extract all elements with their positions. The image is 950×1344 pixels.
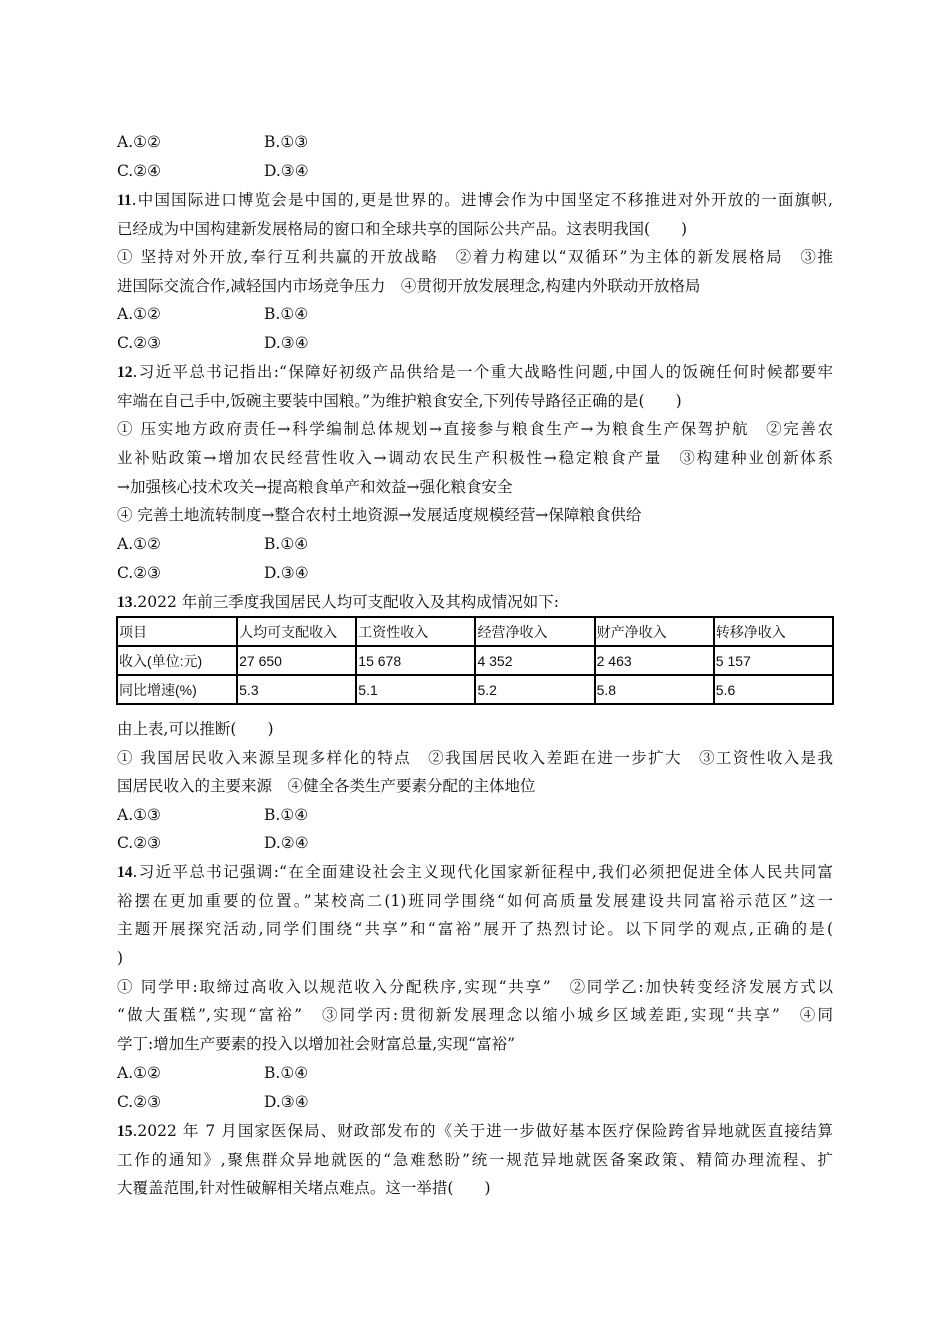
q13-number: 13 (117, 594, 133, 611)
table-cell: 4 352 (475, 646, 594, 675)
table-cell: 5.1 (356, 675, 475, 704)
q11-option-c[interactable]: C.②③ (117, 334, 162, 352)
q13-option-a[interactable]: A.①③ (117, 806, 161, 824)
q11-option-b[interactable]: B.①④ (264, 305, 309, 323)
q14-option-b[interactable]: B.①④ (264, 1064, 309, 1082)
table-cell: 5.8 (595, 675, 714, 704)
income-table (116, 616, 834, 705)
q12-line-5: →加强核心技术攻关→提高粮食单产和效益→强化粮食安全 (117, 478, 513, 496)
q13-option-b[interactable]: B.①④ (264, 806, 309, 824)
table-header-cell: 项目 (117, 617, 237, 646)
q14-line-5: ① 同学甲:取缔过高收入以规范收入分配秩序,实现“共享” ②同学乙:加快转变经济发展方式以 (117, 978, 833, 996)
q12-option-c[interactable]: C.②③ (117, 564, 162, 582)
table-cell: 5.6 (714, 675, 833, 704)
table-cell: 27 650 (237, 646, 356, 675)
q13-line-2: ① 我国居民收入来源呈现多样化的特点 ②我国居民收入差距在进一步扩大 ③工资性收入是我 (117, 749, 833, 767)
q11-line-3: ① 坚持对外开放,奉行互利共赢的开放战略 ②着力构建以“双循环”为主体的新发展格局 ③推 (117, 248, 833, 266)
table-cell: 15 678 (356, 646, 475, 675)
q14-option-a[interactable]: A.①② (117, 1064, 161, 1082)
table-header-cell: 工资性收入 (356, 617, 475, 646)
q13-line-3: 国居民收入的主要来源 ④健全各类生产要素分配的主体地位 (117, 777, 536, 795)
q14-line-7: 学丁:增加生产要素的投入以增加社会财富总量,实现“富裕” (117, 1035, 515, 1053)
q11-option-d[interactable]: D.③④ (264, 334, 309, 352)
q12-number: 12 (117, 364, 133, 381)
q15-line-1: 15.2022 年 7 月国家医保局、财政部发布的《关于进一步做好基本医疗保险跨省异地就医直接结算 (117, 1122, 833, 1140)
q12-option-a[interactable]: A.①② (117, 535, 161, 553)
q14-number: 14 (117, 864, 133, 881)
table-cell: 5.3 (237, 675, 356, 704)
q11-line-1: 11.中国国际进口博览会是中国的,更是世界的。进博会作为中国坚定不移推进对外开放的一面旗帜, (117, 191, 833, 209)
table-header-cell: 人均可支配收入 (237, 617, 356, 646)
table-row (117, 675, 833, 704)
q15-line-2: 工作的通知》,聚焦群众异地就医的“急难愁盼”统一规范异地就医备案政策、精简办理流程、扩 (117, 1151, 833, 1169)
q14-option-d[interactable]: D.③④ (264, 1093, 309, 1111)
q12-line-3: ① 压实地方政府责任→科学编制总体规划→直接参与粮食生产→为粮食生产保驾护航 ②完善农 (117, 420, 833, 438)
q14-line-4: ) (117, 949, 124, 967)
q12-option-d[interactable]: D.③④ (264, 564, 309, 582)
prev-option-c[interactable]: C.②④ (117, 162, 162, 180)
table-header-cell: 经营净收入 (475, 617, 594, 646)
q13-option-d[interactable]: D.②④ (264, 834, 309, 852)
q14-line-3: 主题开展探究活动,同学们围绕“共享”和“富裕”展开了热烈讨论。以下同学的观点,正确的是( (117, 920, 833, 938)
table-cell: 2 463 (595, 646, 714, 675)
q14-option-c[interactable]: C.②③ (117, 1093, 162, 1111)
prev-option-b[interactable]: B.①③ (264, 133, 309, 151)
table-header-row (117, 617, 833, 646)
table-header-cell: 财产净收入 (595, 617, 714, 646)
q11-option-a[interactable]: A.①② (117, 305, 161, 323)
table-cell: 收入(单位:元) (117, 646, 237, 675)
table-cell: 5.2 (475, 675, 594, 704)
q13-option-c[interactable]: C.②③ (117, 834, 162, 852)
q15-line-3: 大覆盖范围,针对性破解相关堵点难点。这一举措( ) (117, 1179, 491, 1197)
q14-line-1: 14.习近平总书记强调:“在全面建设社会主义现代化国家新征程中,我们必须把促进全体人民共同富 (117, 863, 833, 881)
q12-line-6: ④ 完善土地流转制度→整合农村土地资源→发展适度规模经营→保障粮食供给 (117, 506, 642, 524)
q12-option-b[interactable]: B.①④ (264, 535, 309, 553)
q15-number: 15 (117, 1123, 133, 1140)
q13-line-1: 由上表,可以推断( ) (117, 720, 274, 738)
prev-option-d[interactable]: D.③④ (264, 162, 309, 180)
q11-line-2: 已经成为中国构建新发展格局的窗口和全球共享的国际公共产品。这表明我国( ) (117, 220, 688, 238)
q12-line-2: 牢端在自己手中,饭碗主要装中国粮。”为维护粮食安全,下列传导路径正确的是( ) (117, 392, 682, 410)
table-cell: 5 157 (714, 646, 833, 675)
q12-line-4: 业补贴政策→增加农民经营性收入→调动农民生产积极性→稳定粮食产量 ③构建种业创新体系 (117, 449, 833, 467)
q11-number: 11 (117, 192, 132, 209)
q14-line-6: “做大蛋糕”,实现“富裕” ③同学丙:贯彻新发展理念以缩小城乡区域差距,实现“共享” ④同 (117, 1006, 833, 1024)
table-row (117, 646, 833, 675)
q12-line-1: 12.习近平总书记指出:“保障好初级产品供给是一个重大战略性问题,中国人的饭碗任何时候都要牢 (117, 363, 833, 381)
q13-intro: 13.2022 年前三季度我国居民人均可支配收入及其构成情况如下: (117, 593, 560, 611)
table-cell: 同比增速(%) (117, 675, 237, 704)
q14-line-2: 裕摆在更加重要的位置。”某校高二(1)班同学围绕“如何高质量发展建设共同富裕示范区”这一 (117, 892, 833, 910)
table-header-cell: 转移净收入 (714, 617, 833, 646)
prev-option-a[interactable]: A.①② (117, 133, 161, 151)
q11-line-4: 进国际交流合作,减轻国内市场竞争压力 ④贯彻开放发展理念,构建内外联动开放格局 (117, 277, 701, 295)
